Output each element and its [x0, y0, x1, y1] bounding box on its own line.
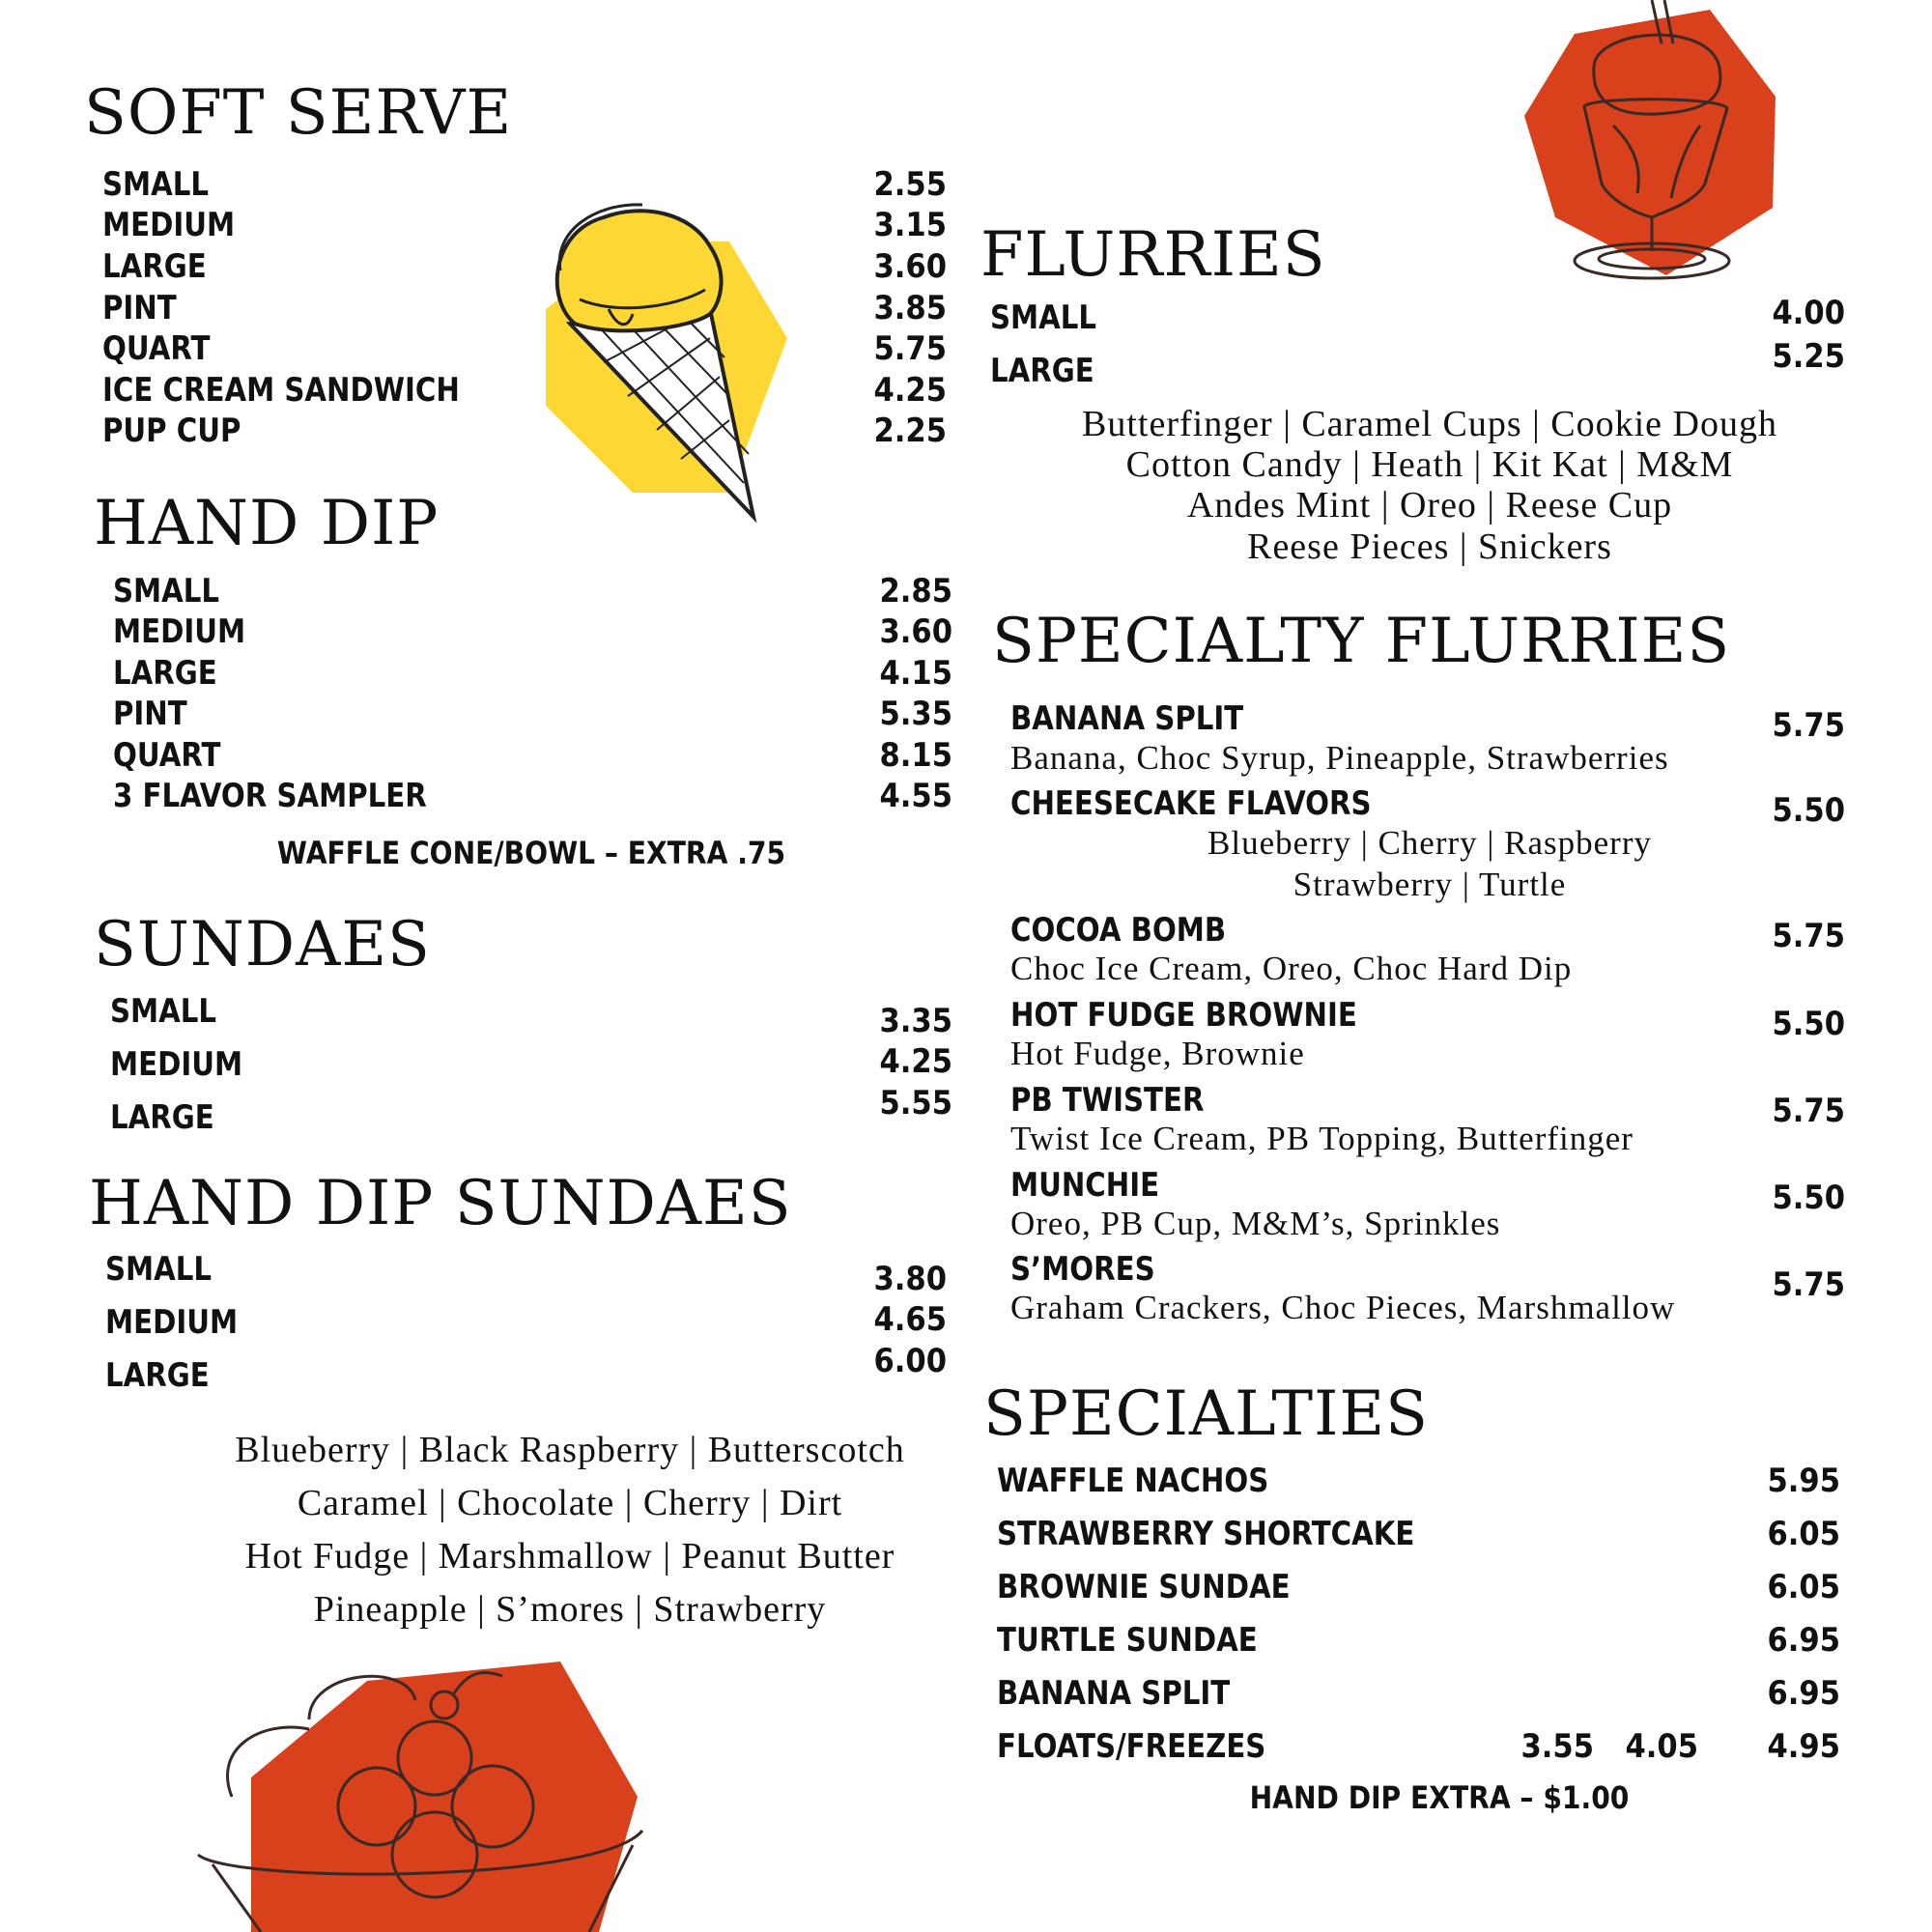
- menu-item-price: 2.25: [873, 412, 947, 450]
- hand-dip-extra-note: HAND DIP EXTRA – $1.00: [1249, 1779, 1630, 1816]
- menu-item-price: 2.55: [873, 165, 947, 204]
- menu-item-price: 6.05: [1767, 1515, 1840, 1553]
- hand-dip-heading: HAND DIP: [94, 488, 440, 559]
- menu-item-description: Twist Ice Cream, PB Topping, Butterfinger: [1010, 1120, 1634, 1157]
- menu-item-price: 8.15: [879, 736, 952, 775]
- sundae-bowl-icon: [193, 1662, 647, 1932]
- specialty-flurries-heading: SPECIALTY FLURRIES: [992, 606, 1731, 677]
- specialties-heading: SPECIALTIES: [983, 1378, 1429, 1450]
- menu-item-price: 5.25: [1772, 337, 1845, 376]
- menu-item-price: 6.95: [1767, 1674, 1840, 1713]
- menu-item-price: 5.75: [1772, 917, 1845, 955]
- menu-item-price: 3.15: [873, 206, 947, 244]
- menu-item-name: PUP CUP: [102, 412, 242, 450]
- menu-item-description: Oreo, PB Cup, M&M’s, Sprinkles: [1010, 1205, 1501, 1242]
- menu-item-price: 5.75: [1772, 1092, 1845, 1130]
- menu-item-name: BROWNIE SUNDAE: [997, 1568, 1291, 1606]
- menu-item-price: 3.55: [1520, 1727, 1594, 1766]
- menu-item-description: Banana, Choc Syrup, Pineapple, Strawberries: [1010, 739, 1669, 777]
- menu-item-name: HOT FUDGE BROWNIE: [1010, 996, 1357, 1035]
- menu-item-name: SMALL: [110, 992, 217, 1031]
- menu-item-description: Hot Fudge, Brownie: [1010, 1035, 1305, 1072]
- menu-item-price: 5.75: [1772, 1265, 1845, 1304]
- menu-item-name: LARGE: [110, 1098, 214, 1137]
- menu-item-price: 5.55: [879, 1084, 952, 1122]
- mixins-line: Butterfinger | Caramel Cups | Cookie Dough: [1082, 404, 1777, 444]
- menu-item-price: 5.50: [1772, 791, 1845, 830]
- menu-item-price: 3.35: [879, 1002, 952, 1040]
- menu-item-name: MEDIUM: [110, 1045, 243, 1084]
- menu-item-price: 5.50: [1772, 1179, 1845, 1217]
- menu-item-price: 6.00: [873, 1342, 947, 1380]
- menu-item-name: PINT: [113, 695, 187, 733]
- menu-item-name: MEDIUM: [113, 612, 246, 651]
- menu-item-description: Choc Ice Cream, Oreo, Choc Hard Dip: [1010, 950, 1573, 987]
- menu-item-price: 2.85: [879, 572, 952, 611]
- menu-item-name: 3 FLAVOR SAMPLER: [113, 777, 427, 815]
- menu-item-name: FLOATS/FREEZES: [997, 1727, 1266, 1766]
- menu-item-price: 5.35: [879, 695, 952, 733]
- menu-item-name: CHEESECAKE FLAVORS: [1010, 784, 1372, 823]
- menu-item-price: 4.25: [873, 371, 947, 410]
- menu-item-name: STRAWBERRY SHORTCAKE: [997, 1515, 1415, 1553]
- menu-item-name: MEDIUM: [105, 1303, 239, 1342]
- menu-item-price: 4.95: [1767, 1727, 1840, 1766]
- menu-item-description: Graham Crackers, Choc Pieces, Marshmallow: [1010, 1289, 1676, 1326]
- menu-item-name: BANANA SPLIT: [1010, 699, 1244, 738]
- menu-item-price: 3.60: [873, 247, 947, 286]
- menu-item-name: LARGE: [113, 654, 217, 693]
- menu-item-name: MUNCHIE: [1010, 1166, 1160, 1205]
- menu-item-description: Blueberry | Cherry | Raspberry: [1208, 824, 1652, 862]
- menu-item-description: Strawberry | Turtle: [1293, 866, 1567, 903]
- menu-item-name: PB TWISTER: [1010, 1081, 1205, 1120]
- waffle-cone-note: WAFFLE CONE/BOWL – EXTRA .75: [276, 835, 786, 871]
- toppings-line: Caramel | Chocolate | Cherry | Dirt: [297, 1483, 843, 1523]
- menu-item-name: ICE CREAM SANDWICH: [102, 371, 460, 410]
- mixins-line: Reese Pieces | Snickers: [1247, 526, 1612, 567]
- menu-item-name: MEDIUM: [102, 206, 236, 244]
- hand-dip-sundaes-heading: HAND DIP SUNDAES: [89, 1168, 792, 1239]
- menu-item-price: 4.15: [879, 654, 952, 693]
- menu-item-name: QUART: [113, 736, 221, 775]
- toppings-line: Hot Fudge | Marshmallow | Peanut Butter: [244, 1536, 895, 1577]
- menu-item-price: 5.95: [1767, 1462, 1840, 1500]
- menu-item-name: LARGE: [105, 1356, 210, 1395]
- menu-item-name: TURTLE SUNDAE: [997, 1621, 1258, 1660]
- toppings-line: Pineapple | S’mores | Strawberry: [313, 1589, 827, 1630]
- menu-item-price: 6.05: [1767, 1568, 1840, 1606]
- menu-item-price: 5.75: [1772, 706, 1845, 745]
- sundaes-heading: SUNDAES: [94, 909, 431, 980]
- menu-item-name: SMALL: [990, 298, 1097, 337]
- menu-item-name: COCOA BOMB: [1010, 911, 1227, 950]
- menu-item-name: SMALL: [113, 572, 220, 611]
- menu-item-price: 3.60: [879, 612, 952, 651]
- menu-item-name: S’MORES: [1010, 1250, 1155, 1289]
- milkshake-glass-icon: [1517, 0, 1787, 290]
- toppings-line: Blueberry | Black Raspberry | Butterscotch: [235, 1430, 905, 1470]
- menu-item-name: SMALL: [102, 165, 210, 204]
- menu-item-name: SMALL: [105, 1250, 213, 1289]
- ice-cream-cone-icon: [536, 193, 807, 531]
- menu-item-price: 3.85: [873, 289, 947, 327]
- menu-item-name: PINT: [102, 289, 177, 327]
- menu-item-price: 5.50: [1772, 1005, 1845, 1043]
- menu-item-price: 4.55: [879, 777, 952, 815]
- menu-item-price: 5.75: [873, 329, 947, 368]
- menu-item-name: LARGE: [990, 352, 1094, 390]
- menu-item-price: 3.80: [873, 1260, 947, 1298]
- menu-item-name: QUART: [102, 329, 211, 368]
- menu-item-price: 4.00: [1772, 294, 1845, 332]
- mixins-line: Andes Mint | Oreo | Reese Cup: [1186, 485, 1673, 526]
- soft-serve-heading: SOFT SERVE: [84, 77, 513, 149]
- menu-item-price: 4.25: [879, 1042, 952, 1081]
- menu-item-name: BANANA SPLIT: [997, 1674, 1231, 1713]
- menu-item-price: 4.65: [873, 1300, 947, 1339]
- menu-item-name: LARGE: [102, 247, 207, 286]
- flurries-heading: FLURRIES: [980, 219, 1326, 291]
- mixins-line: Cotton Candy | Heath | Kit Kat | M&M: [1125, 444, 1734, 485]
- menu-item-price: 4.05: [1625, 1727, 1698, 1766]
- menu-item-name: WAFFLE NACHOS: [997, 1462, 1269, 1500]
- menu-item-price: 6.95: [1767, 1621, 1840, 1660]
